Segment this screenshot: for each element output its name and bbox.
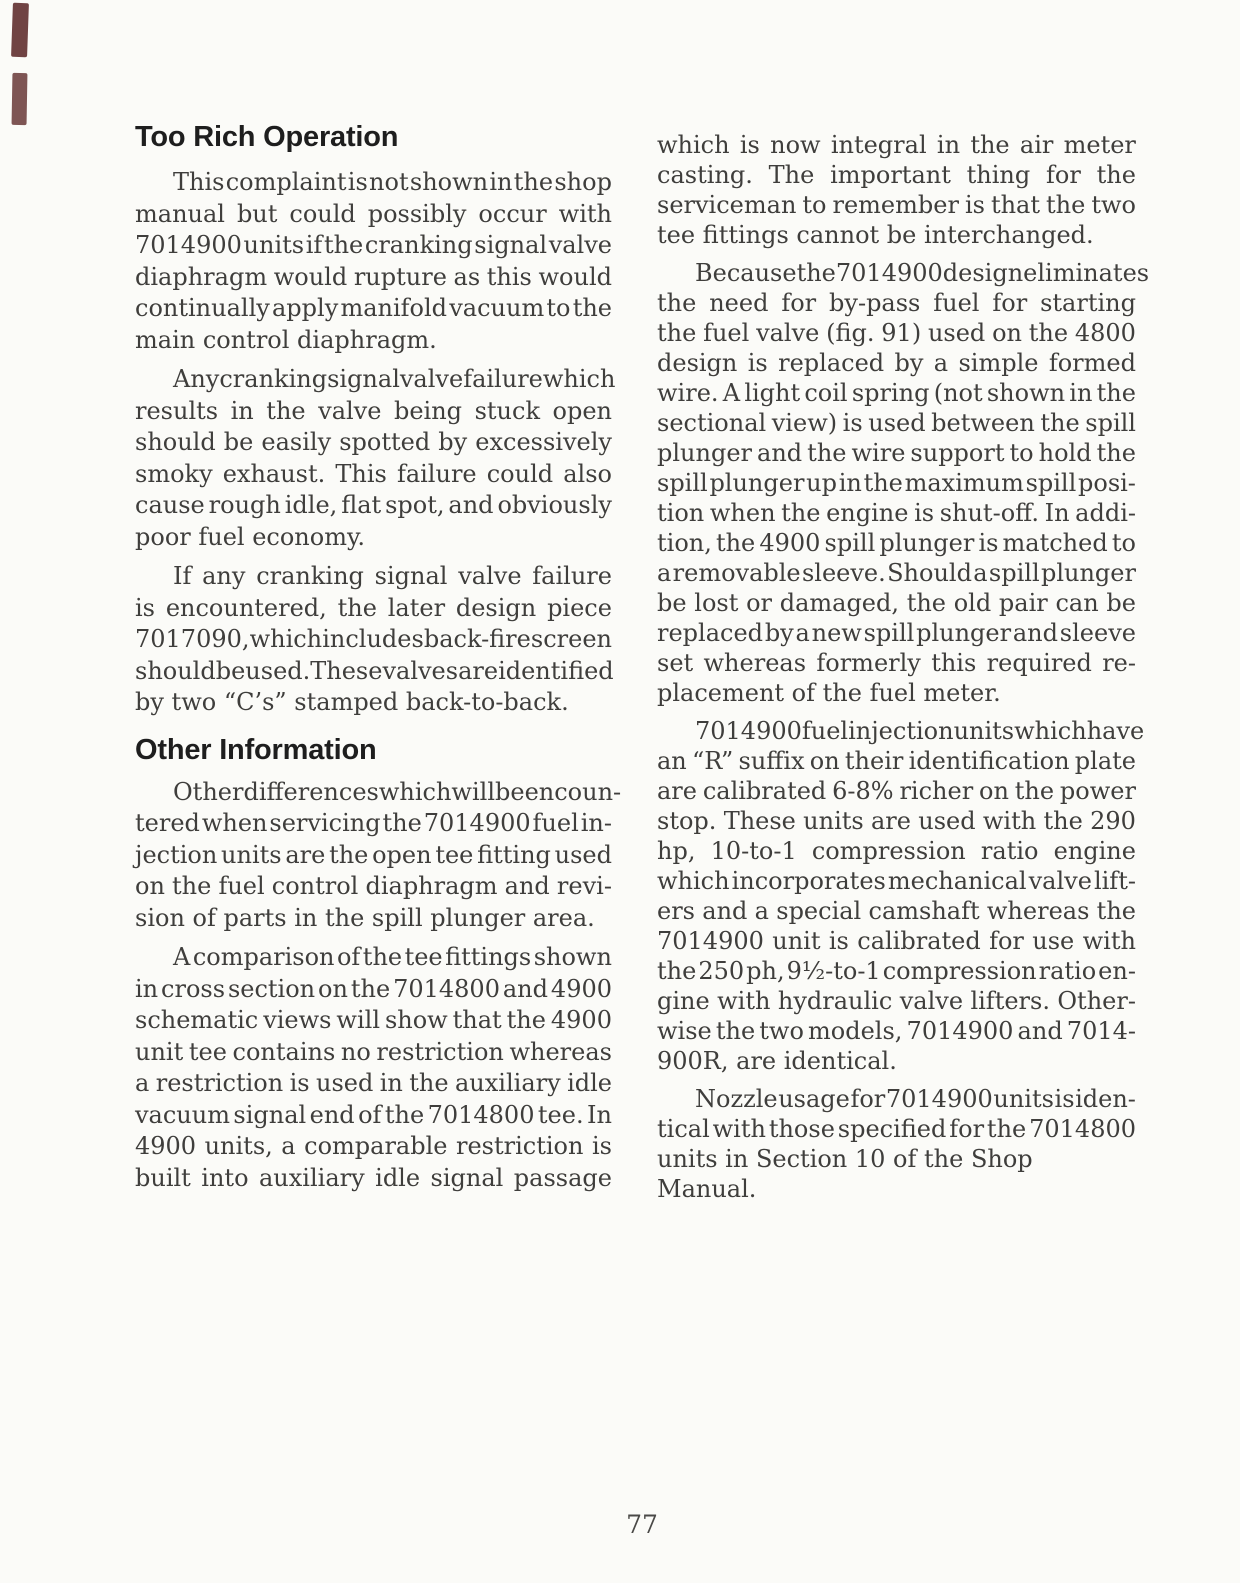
text-line: the need for by-pass fuel for starting (657, 289, 1136, 317)
text-line: casting. The important thing for the (657, 161, 1136, 189)
text-line: wire. A light coil spring (not shown in the (657, 379, 1136, 407)
text-line: This complaint is not shown in the shop (173, 168, 612, 196)
text-line: plunger and the wire support to hold the (657, 439, 1136, 467)
text-line: diaphragm would rupture as this would (135, 262, 612, 291)
text-line: unit tee contains no restriction whereas (135, 1037, 612, 1066)
text-line: should be easily spotted by excessively (135, 428, 612, 456)
text-line: by two “C’s” stamped back-to-back. (135, 688, 569, 716)
text-line: 7014900 fuel injection units which have (695, 717, 1145, 745)
text-line: tical with those specified for the 7014800 (657, 1115, 1136, 1143)
text-line: gine with hydraulic valve lifters. Other- (657, 987, 1136, 1015)
text-line: tion when the engine is shut-off. In addi- (657, 499, 1136, 527)
text-line: in cross section on the 7014800 and 4900 (135, 974, 612, 1003)
text-line: 4900 units, a comparable restriction is (135, 1132, 612, 1160)
right-column (657, 130, 1150, 1203)
text-line: should be used. These valves are identified (135, 656, 614, 685)
text-line: vacuum signal end of the 7014800 tee. In (135, 1100, 612, 1129)
paragraph (657, 258, 1150, 708)
text-line: a removable sleeve. Should a spill plunger (657, 559, 1136, 587)
text-line: a restriction is used in the auxiliary idle (135, 1069, 612, 1097)
text-line: Any cranking signal valve failure which (173, 365, 616, 393)
text-line: cause rough idle, flat spot, and obviously (135, 491, 612, 519)
text-line: which is now integral in the air meter (657, 131, 1136, 159)
text-line: main control diaphragm. (135, 325, 437, 354)
text-line: Nozzle usage for 7014900 units is iden- (695, 1085, 1136, 1113)
text-line: spill plunger up in the maximum spill posi- (657, 469, 1136, 497)
text-line: the 250 ph, 9½-to-1 compression ratio en- (657, 957, 1136, 985)
text-line: 7014900 unit is calibrated for use with (657, 927, 1136, 955)
text-line: continually apply manifold vacuum to the (135, 294, 612, 322)
text-line: be lost or damaged, the old pair can be (657, 589, 1136, 617)
text-line: sion of parts in the spill plunger area. (135, 903, 595, 932)
text-line: is encountered, the later design piece (135, 593, 612, 622)
paragraph (135, 942, 612, 1194)
text-line: tee fittings cannot be interchanged. (657, 221, 1094, 249)
left-column (135, 121, 622, 1202)
text-line: If any cranking signal valve failure (173, 562, 612, 590)
text-line: A comparison of the tee fittings shown (173, 943, 612, 971)
text-line: Because the 7014900 design eliminates (695, 259, 1150, 287)
text-line: set whereas formerly this required re- (657, 649, 1136, 677)
paragraph (135, 364, 616, 553)
text-line: sectional view) is used between the spill (657, 409, 1136, 437)
text-line: an “R” suffix on their identification plate (657, 747, 1136, 775)
paragraph (135, 167, 612, 356)
text-line: jection units are the open tee fitting used (135, 840, 612, 869)
text-line: stop. These units are used with the 290 (657, 807, 1136, 835)
text-line: Other differences which will be encoun- (173, 777, 622, 806)
page-number: 77 (626, 1510, 658, 1539)
text-line: tion, the 4900 spill plunger is matched to (657, 529, 1136, 557)
text-line: hp, 10-to-1 compression ratio engine (657, 837, 1136, 865)
section-heading-too-rich-operation: Too Rich Operation (135, 121, 399, 153)
text-line: poor fuel economy. (135, 522, 365, 551)
text-line: 7014900 units if the cranking signal valve (135, 231, 612, 259)
section-heading-other-information: Other Information (135, 733, 377, 766)
text-line: on the fuel control diaphragm and revi- (135, 872, 612, 900)
ink-scan-mark-top (11, 3, 29, 58)
text-line: manual but could possibly occur with (135, 199, 612, 228)
text-line: wise the two models, 7014900 and 7014- (657, 1017, 1136, 1045)
paragraph (135, 561, 612, 719)
text-line: built into auxiliary idle signal passage (135, 1163, 612, 1192)
paragraph (657, 716, 1145, 1076)
text-line: 7017090, which includes back-fire screen (135, 625, 612, 653)
text-line: results in the valve being stuck open (135, 396, 612, 425)
text-line: the fuel valve (fig. 91) used on the 4800 (657, 319, 1136, 347)
text-line: design is replaced by a simple formed (657, 349, 1136, 377)
text-line: serviceman to remember is that the two (657, 191, 1136, 219)
paragraph (135, 777, 622, 935)
text-line: smoky exhaust. This failure could also (135, 459, 612, 488)
paragraph (657, 1084, 1136, 1203)
text-line: units in Section 10 of the Shop Manual. (657, 1145, 1033, 1203)
text-line: placement of the fuel meter. (657, 679, 1001, 707)
text-line: which incorporates mechanical valve lift- (657, 867, 1136, 895)
ink-scan-mark-bottom (12, 73, 28, 125)
text-line: 900R, are identical. (657, 1047, 897, 1075)
text-line: are calibrated 6-8% richer on the power (657, 777, 1136, 805)
text-line: tered when servicing the 7014900 fuel in- (135, 809, 612, 837)
text-line: schematic views will show that the 4900 (135, 1006, 612, 1034)
text-line: replaced by a new spill plunger and sleeve (657, 619, 1136, 647)
paragraph (657, 130, 1136, 250)
text-line: ers and a special camshaft whereas the (657, 897, 1136, 925)
